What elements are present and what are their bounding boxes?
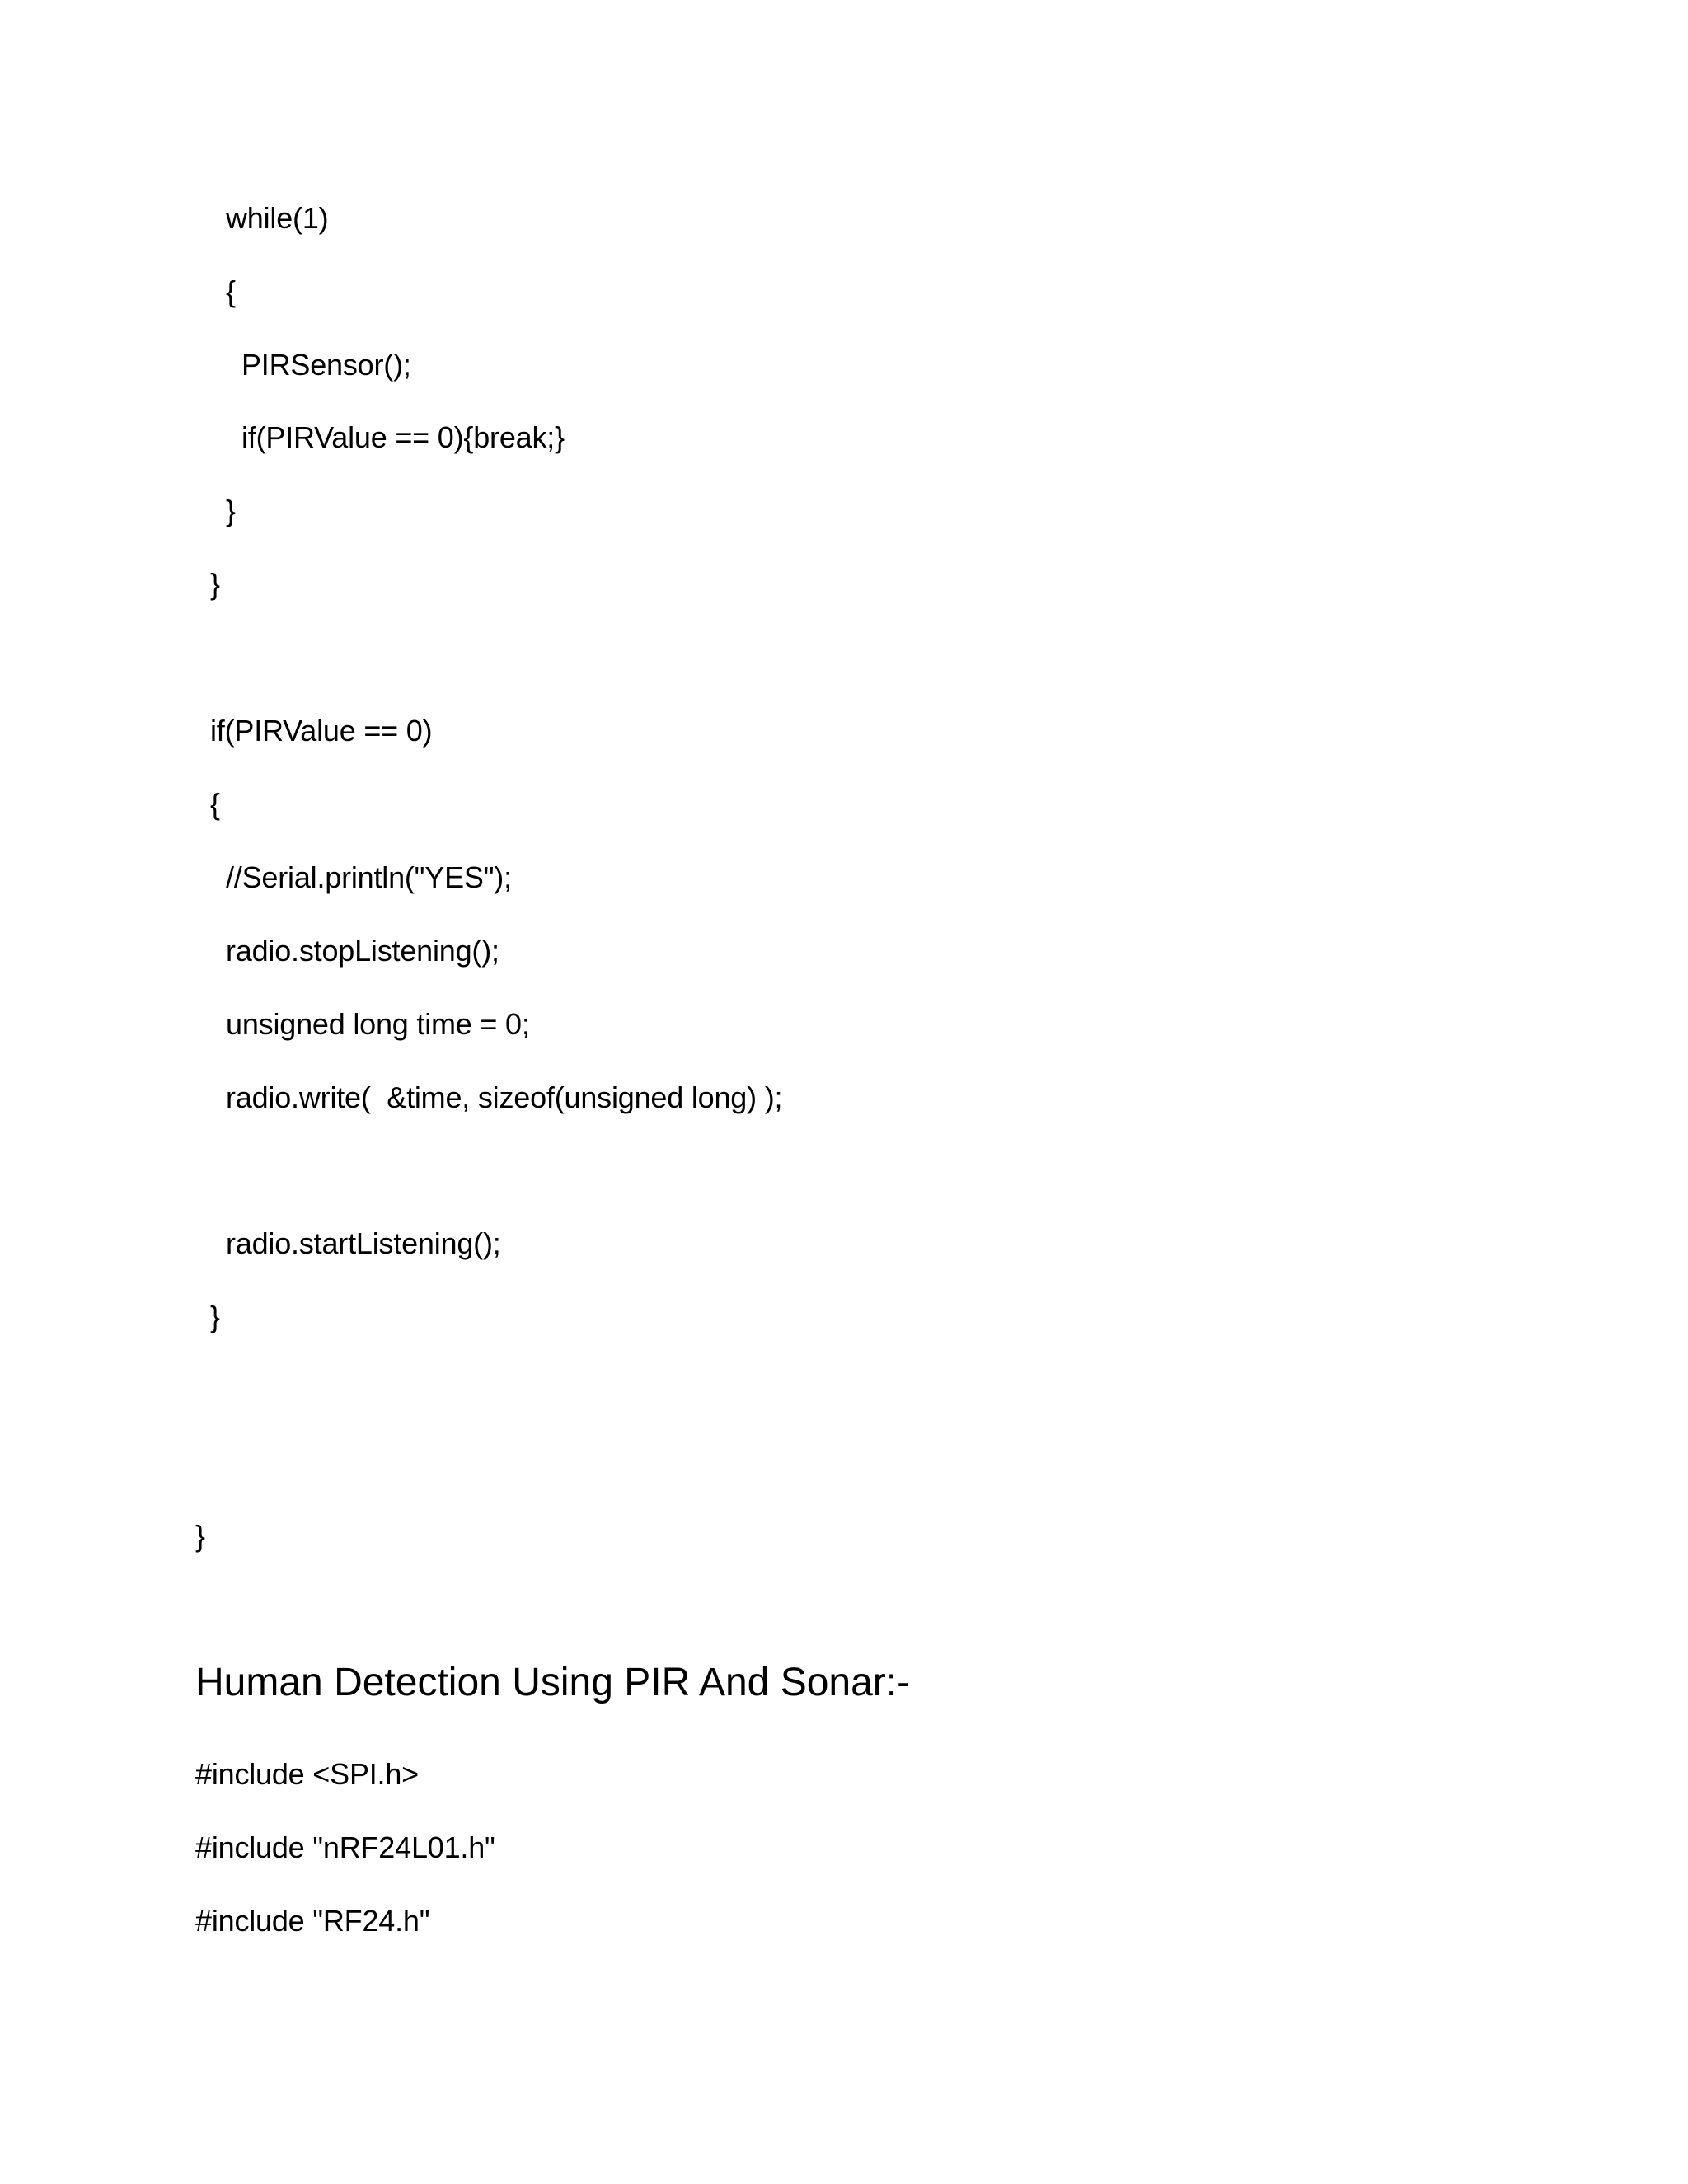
code-line: { bbox=[226, 274, 236, 308]
code-line: unsigned long time = 0; bbox=[226, 1007, 530, 1041]
code-line: } bbox=[210, 1300, 220, 1333]
code-line: } bbox=[210, 567, 220, 601]
code-line: } bbox=[226, 494, 236, 527]
code-line: #include "RF24.h" bbox=[195, 1904, 430, 1938]
section-heading: Human Detection Using PIR And Sonar:- bbox=[195, 1661, 911, 1704]
code-line: if(PIRValue == 0){break;} bbox=[241, 420, 565, 454]
code-line: #include "nRF24L01.h" bbox=[195, 1830, 495, 1864]
code-line: radio.stopListening(); bbox=[226, 934, 499, 968]
code-line: radio.startListening(); bbox=[226, 1226, 501, 1260]
code-line: PIRSensor(); bbox=[241, 348, 411, 382]
code-line: if(PIRValue == 0) bbox=[210, 714, 433, 748]
code-line: while(1) bbox=[226, 201, 329, 235]
code-line: radio.write( &time, sizeof(unsigned long) ); bbox=[226, 1080, 783, 1114]
code-line: } bbox=[195, 1519, 205, 1553]
code-line: #include <SPI.h> bbox=[195, 1757, 420, 1791]
code-line: { bbox=[210, 787, 220, 821]
code-line: //Serial.println("YES"); bbox=[226, 860, 512, 894]
